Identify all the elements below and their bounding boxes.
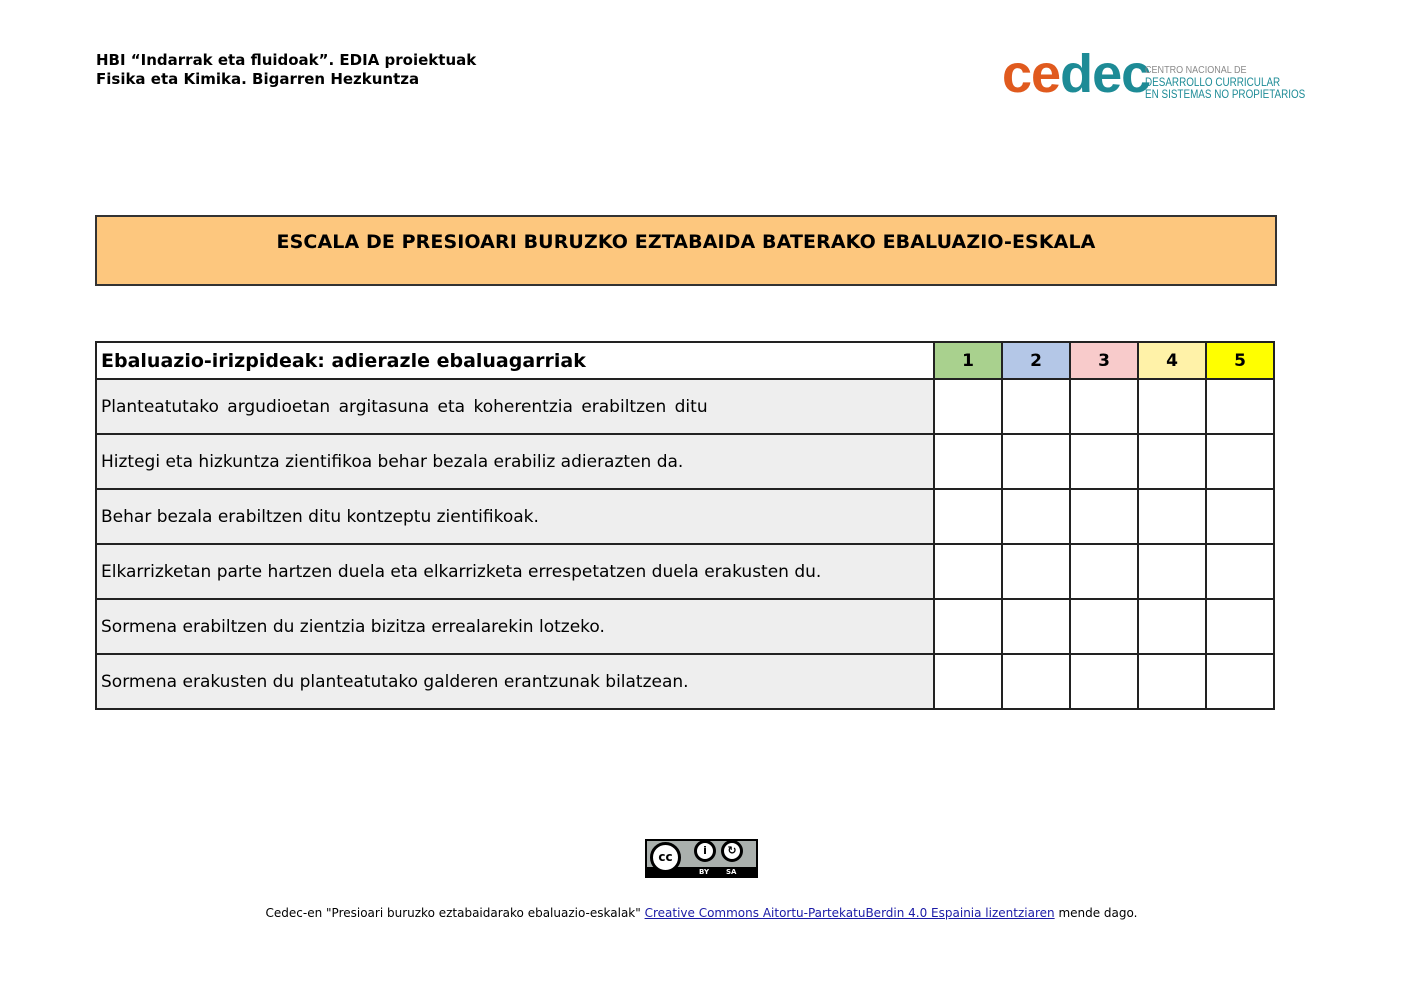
footer-text-post: mende dago. (1054, 906, 1138, 920)
footer-text-pre: Cedec-en "Presioari buruzko eztabaidarako ebaluazio-eskalak" (265, 906, 645, 920)
score-header-5: 5 (1206, 342, 1274, 379)
cedec-wordmark: cedec (1002, 44, 1151, 104)
cedec-tagline: CENTRO NACIONAL DE DESARROLLO CURRICULAR EN SISTEMAS NO PROPIETARIOS (1145, 64, 1306, 101)
table-header-row (96, 342, 1274, 379)
score-cell[interactable] (1002, 489, 1070, 544)
criterion-cell: Hiztegi eta hizkuntza zientifikoa behar bezala erabiliz adierazten da. (96, 434, 934, 489)
score-cell[interactable] (1206, 379, 1274, 434)
score-cell[interactable] (934, 599, 1002, 654)
score-header-4: 4 (1138, 342, 1206, 379)
score-cell[interactable] (1070, 544, 1138, 599)
score-cell[interactable] (1138, 544, 1206, 599)
score-cell[interactable] (1070, 379, 1138, 434)
score-cell[interactable] (1002, 654, 1070, 709)
criterion-cell: Behar bezala erabiltzen ditu kontzeptu zientifikoak. (96, 489, 934, 544)
score-cell[interactable] (1206, 544, 1274, 599)
score-cell[interactable] (1138, 379, 1206, 434)
by-label: BY (699, 868, 710, 876)
criterion-cell: Sormena erabiltzen du zientzia bizitza errealarekin lotzeko. (96, 599, 934, 654)
table-row (96, 489, 1274, 544)
criterion-cell: Elkarrizketan parte hartzen duela eta elkarrizketa errespetatzen duela erakusten du. (96, 544, 934, 599)
license-footer (0, 906, 1403, 920)
score-cell[interactable] (1138, 654, 1206, 709)
criteria-header: Ebaluazio-irizpideak: adierazle ebaluagarriak (96, 342, 934, 379)
score-cell[interactable] (934, 379, 1002, 434)
cc-by-sa-badge[interactable] (645, 839, 758, 878)
sa-label: SA (726, 868, 737, 876)
score-cell[interactable] (1002, 544, 1070, 599)
score-cell[interactable] (1206, 434, 1274, 489)
score-cell[interactable] (1070, 654, 1138, 709)
score-header-3: 3 (1070, 342, 1138, 379)
score-cell[interactable] (934, 654, 1002, 709)
score-cell[interactable] (1138, 434, 1206, 489)
document-header (96, 51, 476, 89)
table-row (96, 599, 1274, 654)
score-cell[interactable] (934, 434, 1002, 489)
score-cell[interactable] (1002, 434, 1070, 489)
cedec-logo (1002, 44, 1312, 104)
score-cell[interactable] (1070, 599, 1138, 654)
table-row (96, 379, 1274, 434)
evaluation-table (95, 341, 1275, 710)
header-subject-line: Fisika eta Kimika. Bigarren Hezkuntza (96, 70, 420, 88)
criterion-cell: Sormena erakusten du planteatutako galderen erantzunak bilatzean. (96, 654, 934, 709)
score-cell[interactable] (1138, 489, 1206, 544)
score-cell[interactable] (934, 489, 1002, 544)
score-header-2: 2 (1002, 342, 1070, 379)
document-title-box (95, 215, 1277, 286)
score-header-1: 1 (934, 342, 1002, 379)
score-cell[interactable] (1138, 599, 1206, 654)
criterion-cell: Planteatutako argudioetan argitasuna eta koherentzia erabiltzen ditu (96, 379, 934, 434)
attribution-icon: i (694, 840, 716, 862)
table-row (96, 434, 1274, 489)
cc-icon: cc (650, 842, 681, 873)
table-row (96, 544, 1274, 599)
document-title: ESCALA DE PRESIOARI BURUZKO EZTABAIDA BATERAKO EBALUAZIO-ESKALA (276, 231, 1096, 253)
score-cell[interactable] (1002, 379, 1070, 434)
table-row (96, 654, 1274, 709)
score-cell[interactable] (1002, 599, 1070, 654)
score-cell[interactable] (1070, 489, 1138, 544)
score-cell[interactable] (1206, 489, 1274, 544)
header-project-line: HBI “Indarrak eta fluidoak”. EDIA proiektuak (96, 51, 477, 69)
score-cell[interactable] (934, 544, 1002, 599)
score-cell[interactable] (1206, 654, 1274, 709)
share-alike-icon: ↻ (721, 840, 743, 862)
license-link[interactable]: Creative Commons Aitortu-PartekatuBerdin 4.0 Espainia lizentziaren (644, 906, 1055, 920)
score-cell[interactable] (1070, 434, 1138, 489)
score-cell[interactable] (1206, 599, 1274, 654)
